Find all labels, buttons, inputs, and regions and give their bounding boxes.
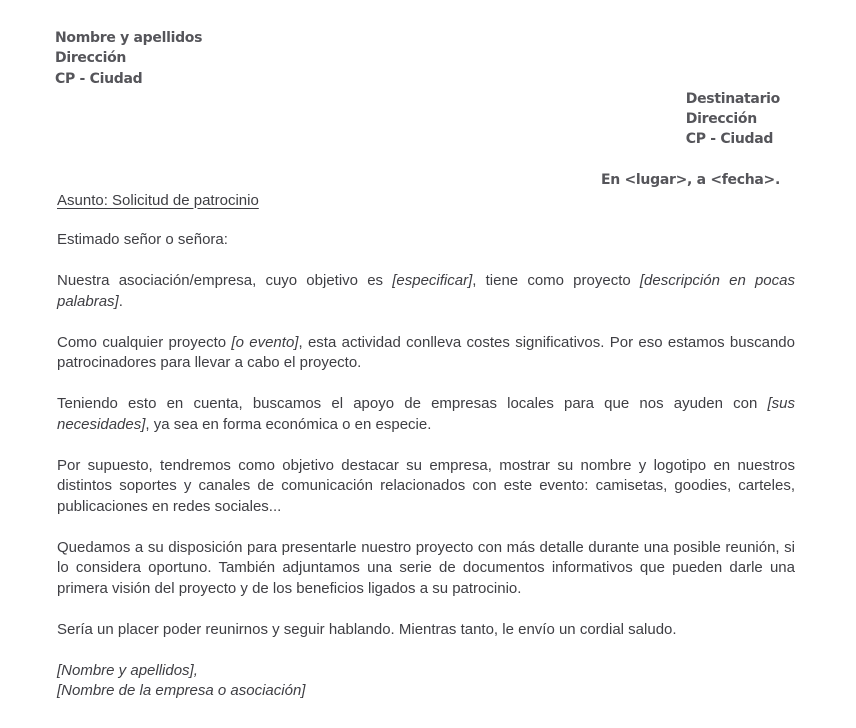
sender-street: Dirección — [55, 50, 127, 67]
sender-city: CP - Ciudad — [55, 70, 143, 87]
paragraph-text: Teniendo esto en cuenta, buscamos el apoyo de empresas locales para que nos ayuden con — [57, 395, 768, 413]
paragraph-text: Nuestra asociación/empresa, cuyo objetivo es — [57, 272, 393, 290]
subject-line: Asunto: Solicitud de patrocinio — [57, 191, 259, 209]
place-and-date-line: En <lugar>, a <fecha>. — [601, 172, 780, 189]
placeholder-especificar: [especificar] — [392, 272, 473, 290]
paragraph-project-intro — [57, 271, 795, 312]
paragraph-closing — [57, 620, 795, 641]
paragraph-text: . — [118, 292, 123, 310]
sender-name: Nombre y apellidos — [55, 30, 203, 46]
paragraph-text: , ya sea en forma económica o en especie. — [145, 415, 432, 433]
salutation: Estimado señor o señora: — [57, 231, 228, 249]
paragraph-availability — [57, 538, 795, 600]
recipient-street: Dirección — [685, 111, 757, 128]
paragraph-text: Sería un placer poder reunirnos y seguir hablando. Mientras tanto, le envío un cordial saludo. — [57, 620, 677, 638]
paragraph-text: Como cualquier proyecto — [57, 333, 232, 351]
recipient-city: CP - Ciudad — [685, 131, 774, 148]
signature-block — [57, 661, 795, 702]
paragraph-text: Por supuesto, tendremos como objetivo destacar su empresa, mostrar su nombre y logotipo en nuestros distintos soportes y canales de comunicación relacionados con este evento: camisetas, goodies, carteles, publicaciones en redes sociales... — [57, 456, 795, 515]
recipient-name: Destinatario — [685, 90, 780, 107]
placeholder-evento: [o evento] — [231, 333, 299, 351]
signature-company: [Nombre de la empresa o asociación] — [57, 682, 306, 700]
recipient-address-block — [686, 89, 780, 150]
signature-name: [Nombre y apellidos], — [57, 661, 198, 679]
paragraph-costs — [57, 333, 795, 374]
placeholder-necesidades: [sus necesidades] — [57, 395, 795, 433]
paragraph-text: , esta actividad conlleva costes significativos. Por eso estamos buscando patrocinadores para llevar a cabo el proyecto. — [57, 333, 795, 372]
paragraph-text: , tiene como proyecto — [472, 272, 640, 290]
paragraph-support-request — [57, 394, 795, 435]
sender-address-block — [55, 28, 795, 89]
paragraph-visibility-offer — [57, 456, 795, 518]
placeholder-descripcion: [descripción en pocas palabras] — [57, 272, 795, 310]
paragraph-text: Quedamos a su disposición para presentarle nuestro proyecto con más detalle durante una posible reunión, si lo considera oportuno. También adjuntamos una serie de documentos informativos que pueden darle una primera visión del proyecto y de los beneficios ligados a su patrocinio. — [57, 538, 795, 597]
